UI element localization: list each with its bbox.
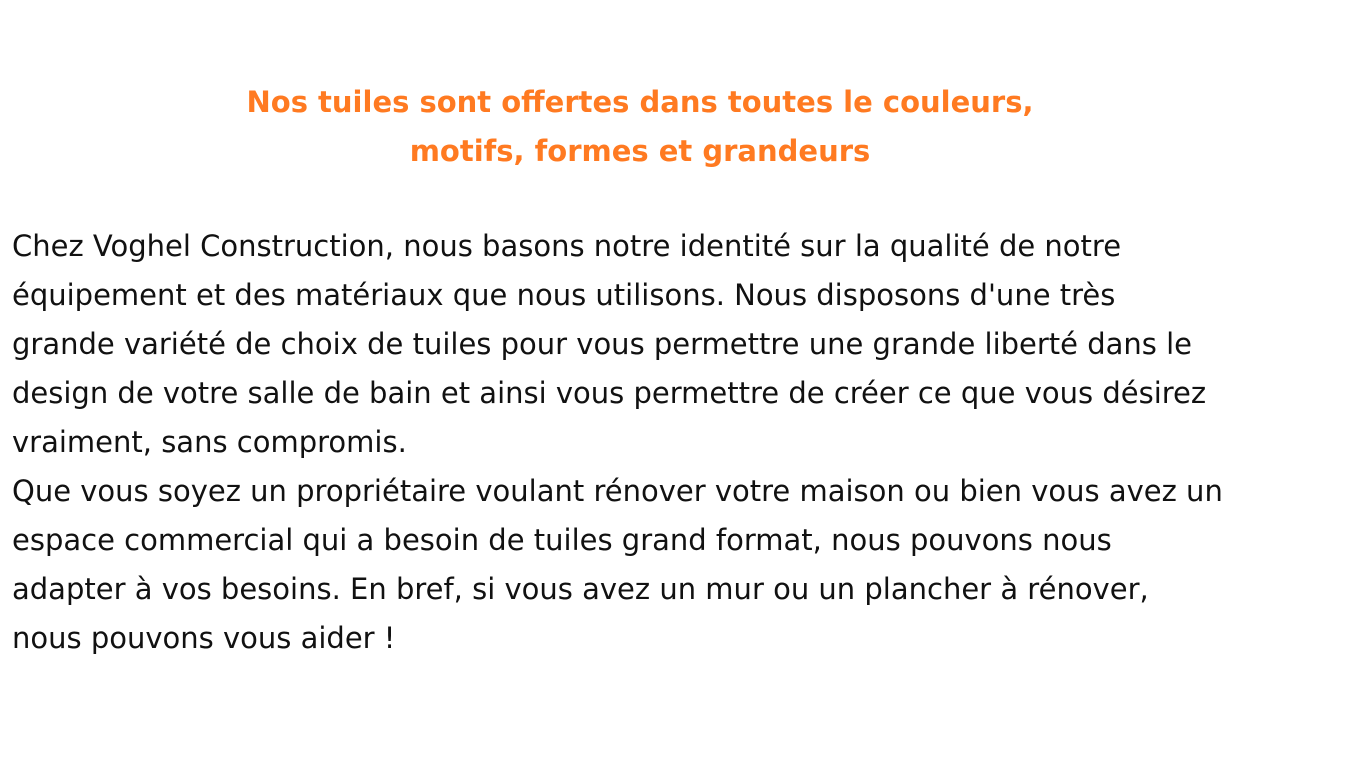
paragraph-services — [12, 467, 1364, 663]
body-text — [12, 222, 1364, 663]
section-heading — [200, 78, 1080, 176]
paragraph-line: grande variété de choix de tuiles pour vous permettre une grande liberté dans le — [12, 327, 1193, 361]
paragraph-line: vraiment, sans compromis. — [12, 425, 407, 459]
paragraph-quality — [12, 222, 1364, 467]
paragraph-line: nous pouvons vous aider ! — [12, 621, 396, 655]
paragraph-line: Chez Voghel Construction, nous basons notre identité sur la qualité de notre — [12, 229, 1122, 263]
paragraph-line: Que vous soyez un propriétaire voulant rénover votre maison ou bien vous avez un — [12, 474, 1223, 508]
heading-line-2: motifs, formes et grandeurs — [409, 134, 871, 168]
paragraph-line: adapter à vos besoins. En bref, si vous avez un mur ou un plancher à rénover, — [12, 572, 1149, 606]
paragraph-line: design de votre salle de bain et ainsi vous permettre de créer ce que vous désirez — [12, 376, 1207, 410]
paragraph-line: équipement et des matériaux que nous utilisons. Nous disposons d'une très — [12, 278, 1116, 312]
paragraph-line: espace commercial qui a besoin de tuiles grand format, nous pouvons nous — [12, 523, 1112, 557]
heading-line-1: Nos tuiles sont offertes dans toutes le couleurs, — [246, 85, 1034, 119]
